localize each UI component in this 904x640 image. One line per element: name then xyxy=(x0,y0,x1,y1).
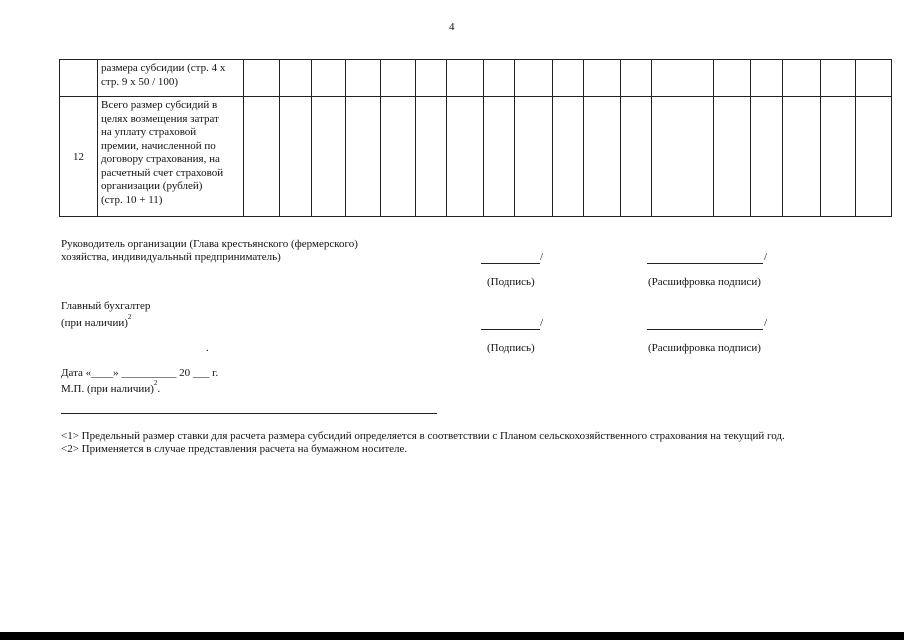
desc-line: премии, начисленной по xyxy=(101,139,216,152)
empty-cell xyxy=(515,97,553,217)
desc-line: размера субсидии (стр. 4 x xyxy=(101,62,226,74)
footnote-ref: 2 xyxy=(127,313,132,322)
decoding-caption: (Расшифровка подписи) xyxy=(648,276,761,288)
desc-line: (стр. 10 + 11) xyxy=(101,193,163,206)
empty-cell xyxy=(783,97,821,217)
footnote-1: <1> Предельный размер ставки для расчета размера субсидий определяется в соответствии с Планом сельскохозяйственного страхования на текущий год. xyxy=(61,430,785,442)
empty-cell xyxy=(515,60,553,97)
accountant-decoding-line xyxy=(647,329,763,330)
empty-cell xyxy=(856,60,892,97)
slash: / xyxy=(540,251,544,263)
stray-mark: . xyxy=(206,342,209,354)
empty-cell xyxy=(244,97,280,217)
empty-cell xyxy=(447,60,484,97)
empty-cell xyxy=(280,60,312,97)
head-label-line-1: Руководитель организации (Глава крестьянского (фермерского) xyxy=(61,238,358,250)
scan-edge-bar xyxy=(0,632,904,640)
empty-cell xyxy=(312,60,346,97)
empty-cell xyxy=(621,60,652,97)
stamp-text: М.П. (при наличии) xyxy=(61,383,154,395)
row-number-cell: 12 xyxy=(60,97,98,217)
stamp-line xyxy=(61,379,161,396)
signature-caption: (Подпись) xyxy=(487,276,535,288)
slash: / xyxy=(764,251,768,263)
empty-cell xyxy=(584,60,621,97)
accountant-label-line-2 xyxy=(61,313,132,330)
desc-line: на уплату страховой xyxy=(101,126,197,138)
empty-cell xyxy=(553,60,584,97)
head-decoding-line xyxy=(647,263,763,264)
decoding-caption: (Расшифровка подписи) xyxy=(648,342,761,354)
empty-cell xyxy=(244,60,280,97)
desc-line: расчетный счет страховой xyxy=(101,166,224,179)
empty-cell xyxy=(621,97,652,217)
empty-cell xyxy=(484,97,515,217)
empty-cell xyxy=(821,60,856,97)
empty-cell xyxy=(553,97,584,217)
slash: / xyxy=(764,317,768,329)
accountant-label-text: (при наличии) xyxy=(61,317,128,329)
footnote-2: <2> Применяется в случае представления расчета на бумажном носителе. xyxy=(61,443,408,455)
table-row xyxy=(60,60,892,97)
empty-cell xyxy=(751,97,783,217)
head-signature-line xyxy=(481,263,540,264)
empty-cell xyxy=(484,60,515,97)
empty-cell xyxy=(751,60,783,97)
footnote-ref: 2 xyxy=(153,379,158,388)
empty-cell xyxy=(416,97,447,217)
empty-cell xyxy=(280,97,312,217)
stamp-suffix: . xyxy=(157,383,161,395)
empty-cell xyxy=(447,97,484,217)
row-description-cell xyxy=(98,97,244,217)
empty-cell xyxy=(652,97,714,217)
signature-caption: (Подпись) xyxy=(487,342,535,354)
empty-cell xyxy=(416,60,447,97)
empty-cell xyxy=(821,97,856,217)
desc-line: стр. 9 x 50 / 100) xyxy=(101,75,179,88)
empty-cell xyxy=(714,60,751,97)
empty-cell xyxy=(381,60,416,97)
head-label-line-2: хозяйства, индивидуальный предприниматель) xyxy=(61,251,281,263)
empty-cell xyxy=(783,60,821,97)
empty-cell xyxy=(346,60,381,97)
empty-cell xyxy=(346,97,381,217)
footnote-separator xyxy=(61,413,437,414)
empty-cell xyxy=(584,97,621,217)
row-description-cell xyxy=(98,60,244,97)
page-number: 4 xyxy=(449,21,455,33)
date-line: Дата «____» __________ 20 ___ г. xyxy=(61,367,219,379)
accountant-label-line-1: Главный бухгалтер xyxy=(61,300,151,312)
empty-cell xyxy=(714,97,751,217)
empty-cell xyxy=(381,97,416,217)
desc-line: Всего размер субсидий в xyxy=(101,99,218,111)
row-number-cell xyxy=(60,60,98,97)
desc-line: договору страхования, на xyxy=(101,153,220,165)
empty-cell xyxy=(856,97,892,217)
desc-line: целях возмещения затрат xyxy=(101,112,219,125)
subsidy-table xyxy=(59,59,892,217)
slash: / xyxy=(540,317,544,329)
empty-cell xyxy=(652,60,714,97)
accountant-signature-line xyxy=(481,329,540,330)
table-row xyxy=(60,97,892,217)
empty-cell xyxy=(312,97,346,217)
desc-line: организации (рублей) xyxy=(101,180,203,192)
